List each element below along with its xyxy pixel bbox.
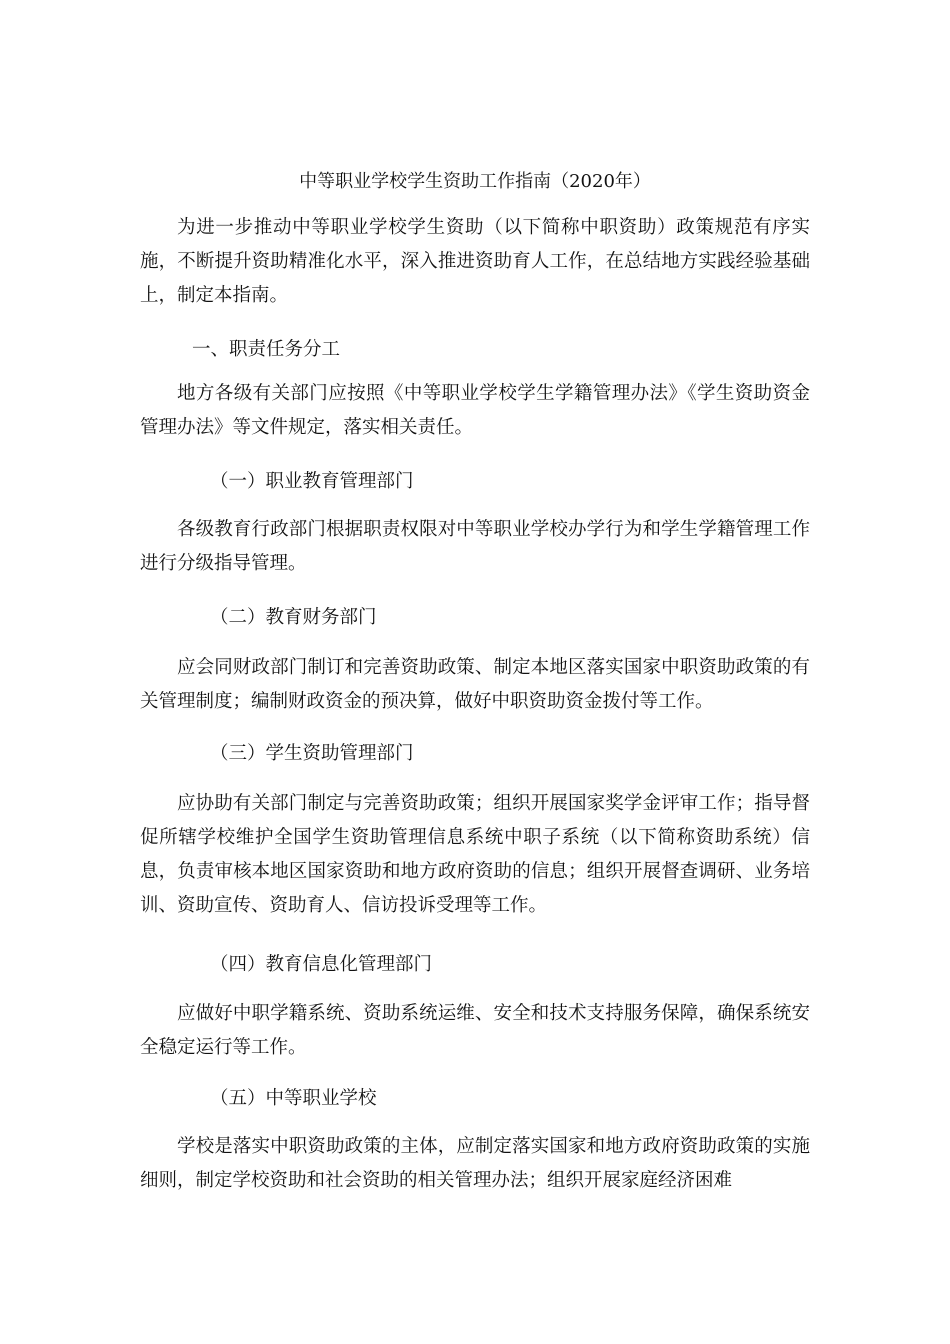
subsection-paragraph-vocational-schools: 学校是落实中职资助政策的主体，应制定落实国家和地方政府资助政策的实施细则，制定学校资助和社会资助的相关管理办法；组织开展家庭经济困难 — [140, 1136, 810, 1191]
subsection-heading-vocational-schools: （五）中等职业学校 — [210, 1088, 377, 1109]
subsection-heading-vocational-education: （一）职业教育管理部门 — [210, 471, 414, 492]
subsection-heading-informatization: （四）教育信息化管理部门 — [210, 954, 433, 975]
subsection-paragraph-student-aid: 应协助有关部门制定与完善资助政策；组织开展国家奖学金评审工作；指导督促所辖学校维护全国学生资助管理信息系统中职子系统（以下简称资助系统）信息，负责审核本地区国家资助和地方政府资助的信息；组织开展督查调研、业务培训、资助宣传、资助育人、信访投诉受理等工作。 — [140, 793, 810, 916]
subsection-paragraph-vocational-education: 各级教育行政部门根据职责权限对中等职业学校办学行为和学生学籍管理工作进行分级指导管理。 — [140, 519, 810, 574]
subsection-heading-student-aid: （三）学生资助管理部门 — [210, 743, 414, 764]
subsection-paragraph-informatization: 应做好中职学籍系统、资助系统运维、安全和技术支持服务保障，确保系统安全稳定运行等工作。 — [140, 1003, 810, 1058]
subsection-paragraph-finance: 应会同财政部门制订和完善资助政策、制定本地区落实国家中职资助政策的有关管理制度；编制财政资金的预决算，做好中职资助资金拨付等工作。 — [140, 657, 810, 712]
document-title: 中等职业学校学生资助工作指南（2020年） — [299, 171, 651, 192]
section-paragraph-responsibilities: 地方各级有关部门应按照《中等职业学校学生学籍管理办法》《学生资助资金管理办法》等文件规定，落实相关责任。 — [140, 383, 810, 438]
intro-paragraph: 为进一步推动中等职业学校学生资助（以下简称中职资助）政策规范有序实施，不断提升资助精准化水平，深入推进资助育人工作，在总结地方实践经验基础上，制定本指南。 — [140, 217, 810, 306]
subsection-heading-finance: （二）教育财务部门 — [210, 607, 377, 628]
section-heading-responsibilities: 一、职责任务分工 — [192, 339, 341, 360]
